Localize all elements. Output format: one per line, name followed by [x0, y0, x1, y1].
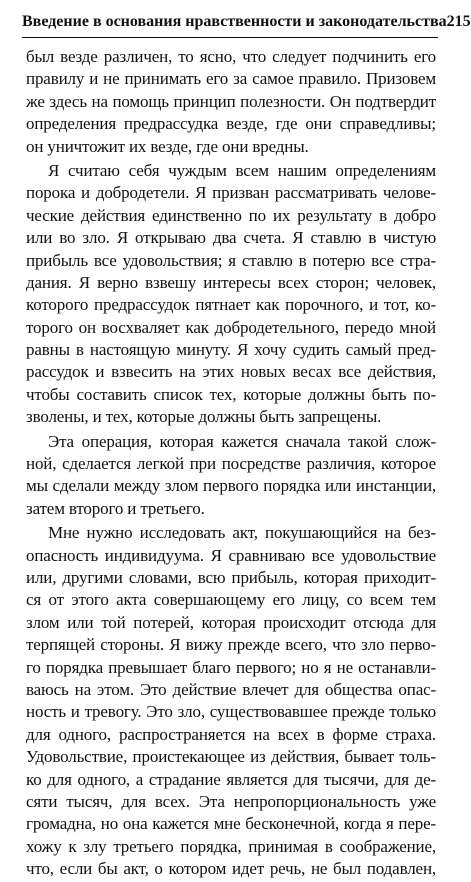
text-line: зволены, и тех, которые должны быть запрещены. — [26, 407, 382, 427]
text-line: порока и добродетели. Я призван рассматривать челове- — [26, 183, 436, 203]
text-line: был везде различен, то ясно, что следует подчинить его — [26, 47, 436, 66]
text-line: Мне нужно исследовать акт, покушающийся на без- — [48, 523, 436, 543]
text-line: рассудок и взвесить на этих новых весах все действия, — [26, 362, 436, 382]
text-line: определения предрассудка везде, где они справедливы; — [26, 114, 436, 134]
paragraph — [26, 522, 436, 880]
text-line: ной, сделается легкой при посредстве различия, которое — [26, 454, 436, 474]
page-number: 215 — [446, 13, 471, 30]
text-line: ко для одного, а страдание является для тысячи, для де- — [26, 769, 436, 789]
text-line: громадна, но она кажется мне бесконечной, когда я пере- — [26, 814, 436, 834]
text-line: дания. Я верно взвешу интересы всех сторон; человек, — [26, 272, 436, 292]
text-line: для одного, распространяется на всех в форме страха. — [26, 724, 436, 744]
paragraph — [26, 46, 436, 158]
text-line: хожу к злу третьего порядка, принимая в соображение, — [26, 836, 436, 856]
text-line: равны в настоящую минуту. Я хочу судить самый пред- — [26, 340, 436, 360]
text-line: что, если бы акт, о котором идет речь, не был подавлен, — [26, 859, 436, 879]
text-line: же здесь на помощь принцип полезности. Он подтвердит — [26, 91, 436, 111]
text-line: опасность индивидуума. Я сравниваю все удовольствие — [26, 545, 436, 565]
text-line: мы сделали между злом первого порядка или инстанции, — [26, 476, 436, 496]
text-line: ческие действия единственно по их результату в добро — [26, 205, 436, 225]
running-title: Введение в основания нравственности и законодательства — [22, 13, 447, 30]
text-line: Я считаю себя чуждым всем нашим определениям — [48, 160, 436, 180]
text-line: ность и тревогу. Это зло, существовавшее прежде только — [26, 702, 436, 722]
text-line: чтобы составить список тех, которые должны быть по- — [26, 384, 436, 404]
text-line: прибыль все удовольствия; я ставлю в потерю все стра- — [26, 250, 436, 270]
text-line: злом или той потерей, которая происходит отсюда для — [26, 612, 436, 632]
text-line: терпящей стороны. Я вижу прежде всего, что зло перво- — [26, 635, 436, 655]
paragraph — [26, 160, 436, 429]
text-line: или во зло. Я открываю два счета. Я ставлю в чистую — [26, 228, 436, 248]
text-line: он уничтожит их везде, где они вредны. — [26, 136, 309, 156]
paragraph — [26, 431, 436, 521]
text-line: торого он восхваляет как добродетельного, передо мной — [26, 317, 436, 337]
text-line: которого предрассудок пятнает как порочного, и тот, ко- — [26, 295, 436, 315]
text-line: сяти тысяч, для всех. Эта непропорциональность уже — [26, 791, 436, 811]
body-text — [26, 46, 436, 882]
text-line: затем второго и третьего. — [26, 498, 205, 518]
text-line: Удовольствие, проистекающее из действия, бывает толь- — [26, 747, 436, 767]
text-line: ся от этого акта совершающему его лицу, со всем тем — [26, 590, 436, 610]
running-head — [22, 12, 471, 38]
text-line: или, другими словами, всю прибыль, которая приходит- — [26, 567, 436, 587]
text-line: го порядка превышает благо первого; но я не останавли- — [26, 657, 436, 677]
text-line: Эта операция, которая кажется сначала такой слож- — [48, 431, 436, 451]
text-line: ваюсь на этом. Это действие влечет для общества опас- — [26, 679, 436, 699]
text-line: правилу и не принимать его за самое правило. Призовем — [26, 69, 436, 89]
